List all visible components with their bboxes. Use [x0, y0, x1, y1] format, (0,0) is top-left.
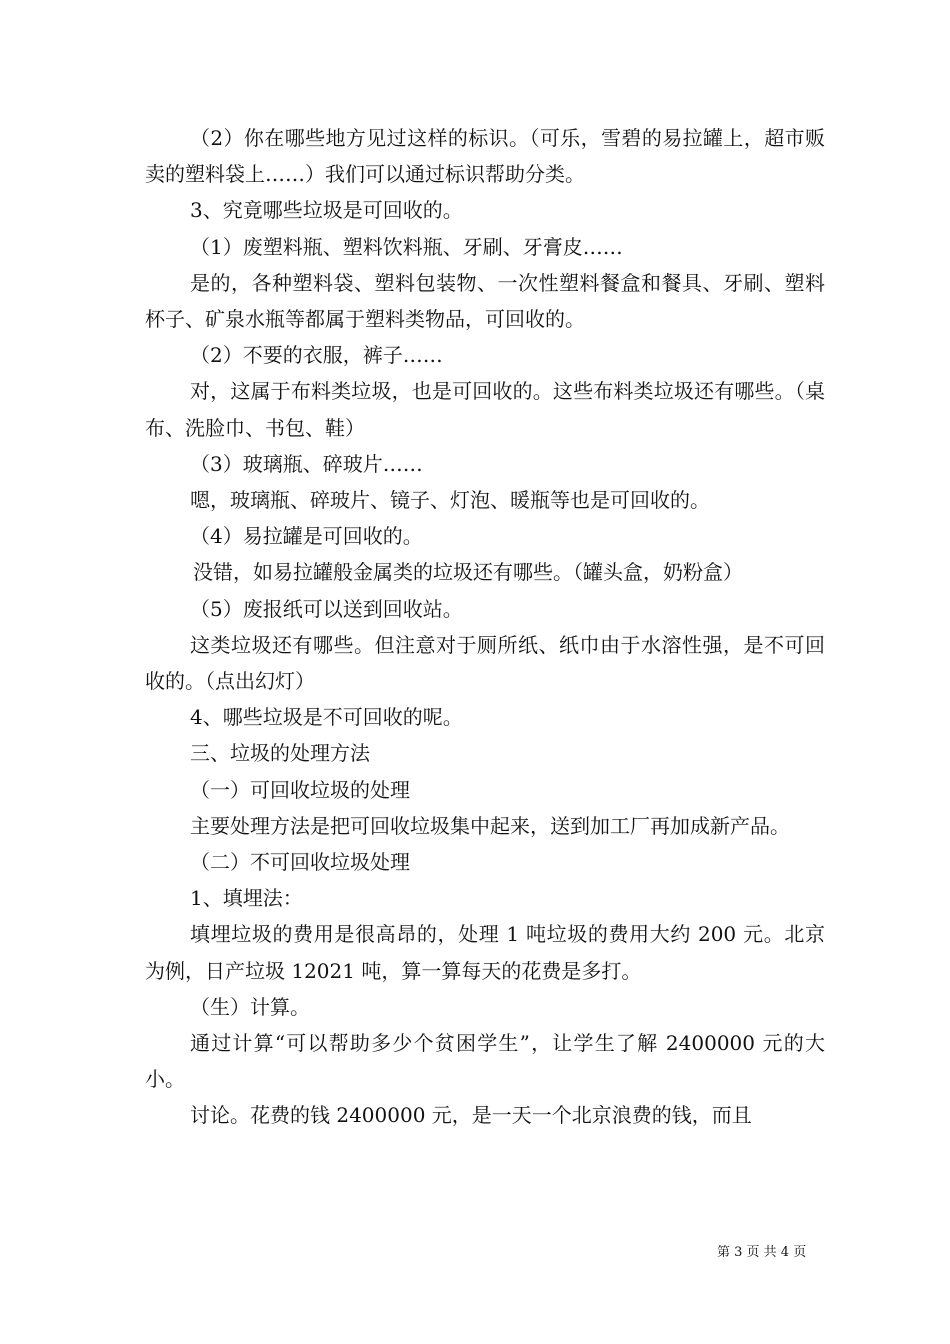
paragraph-20: （生）计算。 [190, 994, 310, 1019]
paragraph-16: 主要处理方法是把可回收垃圾集中起来，送到加工厂再加成新产品。 [190, 813, 790, 838]
paragraph-1: （2）你在哪些地方见过这样的标识。（可乐，雪碧的易拉罐上，超市贩卖的塑料袋上……）我们可以通过标识帮助分类。 [145, 126, 825, 187]
paragraph-7: （3）玻璃瓶、碎玻片…… [190, 451, 423, 476]
paragraph-5: （2）不要的衣服，裤子…… [190, 343, 443, 368]
paragraph-4: 是的，各种塑料袋、塑料包装物、一次性塑料餐盒和餐具、牙刷、塑料杯子、矿泉水瓶等都属于塑料类物品，可回收的。 [145, 270, 825, 332]
paragraph-17: （二）不可回收垃圾处理 [190, 850, 410, 875]
paragraph-12: 这类垃圾还有哪些。但注意对于厕所纸、纸巾由于水溶性强，是不可回收的。（点出幻灯） [145, 632, 825, 694]
paragraph-6: 对，这属于布料类垃圾，也是可回收的。这些布料类垃圾还有哪些。（桌布、洗脸巾、书包、鞋） [145, 379, 825, 440]
paragraph-13: 4、哪些垃圾是不可回收的呢。 [190, 705, 463, 730]
page-number: 第 3 页 共 4 页 [717, 1245, 807, 1260]
paragraph-9: （4）易拉罐是可回收的。 [190, 524, 423, 549]
paragraph-3: （1）废塑料瓶、塑料饮料瓶、牙刷、牙膏皮…… [190, 234, 623, 259]
paragraph-22: 讨论。花费的钱 2400000 元，是一天一个北京浪费的钱，而且 [190, 1103, 752, 1128]
paragraph-2: 3、究竟哪些垃圾是可回收的。 [190, 198, 463, 223]
paragraph-11: （5）废报纸可以送到回收站。 [190, 596, 463, 621]
paragraph-19: 填埋垃圾的费用是很高昂的，处理 1 吨垃圾的费用大约 200 元。北京为例，日产垃圾 12021 吨，算一算每天的花费是多打。 [145, 922, 825, 983]
paragraph-21: 通过计算“可以帮助多少个贫困学生”，让学生了解 2400000 元的大小。 [145, 1031, 825, 1092]
paragraph-8: 嗯，玻璃瓶、碎玻片、镜子、灯泡、暖瓶等也是可回收的。 [190, 488, 710, 513]
paragraph-15: （一）可回收垃圾的处理 [190, 777, 410, 802]
paragraph-18: 1、填埋法： [190, 886, 303, 911]
document-body [145, 120, 825, 1134]
paragraph-10: 没错，如易拉罐般金属类的垃圾还有哪些。（罐头盒，奶粉盒） [193, 560, 743, 585]
section-heading-3: 三、垃圾的处理方法 [190, 741, 370, 766]
